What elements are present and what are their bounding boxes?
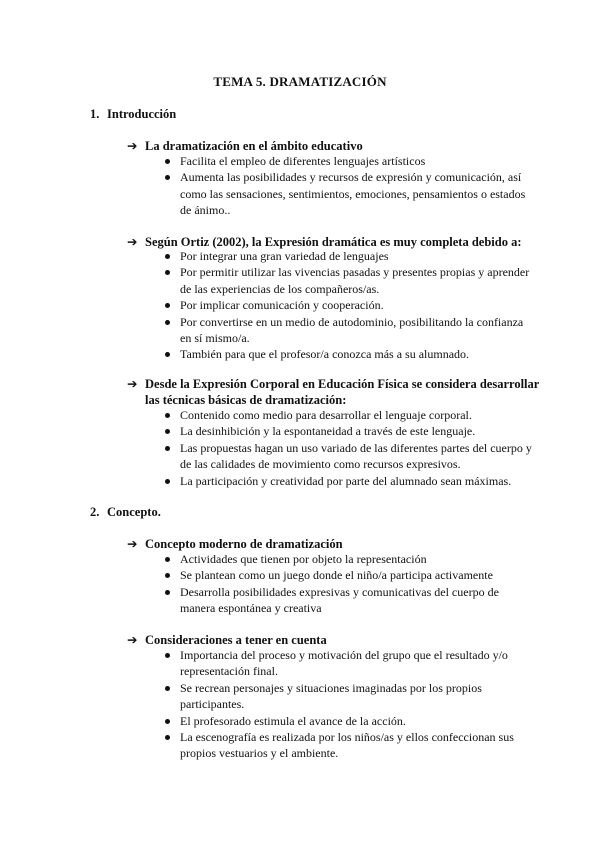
subsection-heading: [127, 632, 547, 648]
document-title: TEMA 5. DRAMATIZACIÓN: [213, 74, 387, 89]
section-number: 1.: [90, 107, 100, 121]
list-item: Por implicar comunicación y cooperación.: [163, 297, 533, 313]
subsection-title: Según Ortiz (2002), la Expresión dramática es muy completa debido a:: [145, 235, 522, 249]
bullet-list: [163, 551, 533, 617]
arrow-right-icon: ➔: [127, 537, 138, 551]
list-item: La escenografía es realizada por los niños/as y ellos confeccionan sus propios vestuarios y el ambiente.: [163, 729, 533, 762]
section-title: Concepto.: [107, 505, 161, 519]
list-item: Por permitir utilizar las vivencias pasadas y presentes propias y aprender de las experiencias de los compañeros/as.: [163, 264, 533, 297]
bullet-list: [163, 647, 533, 762]
section-number: 2.: [90, 505, 100, 519]
arrow-right-icon: ➔: [127, 235, 138, 249]
subsection-title: La dramatización en el ámbito educativo: [145, 139, 363, 153]
list-item: Importancia del proceso y motivación del grupo que el resultado y/o representación final.: [163, 647, 533, 680]
section-title: Introducción: [107, 107, 177, 121]
subsection-title: Concepto moderno de dramatización: [145, 537, 343, 551]
bullet-list: [163, 407, 533, 489]
arrow-right-icon: ➔: [127, 633, 138, 647]
subsection-heading: [127, 376, 547, 408]
subsection-title: Consideraciones a tener en cuenta: [145, 633, 327, 647]
list-item: La participación y creatividad por parte del alumnado sean máximas.: [163, 473, 533, 489]
list-item: El profesorado estimula el avance de la acción.: [163, 713, 533, 729]
arrow-right-icon: ➔: [127, 139, 138, 153]
subsection-heading: [127, 138, 547, 154]
list-item: Por integrar una gran variedad de lenguajes: [163, 248, 533, 264]
list-item: Aumenta las posibilidades y recursos de expresión y comunicación, así como las sensaciones, sentimientos, emociones, pensamientos o estados de ánimo..: [163, 169, 533, 218]
list-item: Actividades que tienen por objeto la representación: [163, 551, 533, 567]
list-item: Desarrolla posibilidades expresivas y comunicativas del cuerpo de manera espontánea y creativa: [163, 584, 533, 617]
list-item: Se recrean personajes y situaciones imaginadas por los propios participantes.: [163, 680, 533, 713]
list-item: Se plantean como un juego donde el niño/a participa activamente: [163, 567, 533, 583]
list-item: También para que el profesor/a conozca más a su alumnado.: [163, 346, 533, 362]
list-item: Contenido como medio para desarrollar el lenguaje corporal.: [163, 407, 533, 423]
subsection-title: Desde la Expresión Corporal en Educación Física se considera desarrollar las técnicas básicas de dramatización:: [145, 377, 540, 407]
list-item: La desinhibición y la espontaneidad a través de este lenguaje.: [163, 423, 533, 439]
list-item: Por convertirse en un medio de autodominio, posibilitando la confianza en sí mismo/a.: [163, 314, 533, 347]
list-item: Las propuestas hagan un uso variado de las diferentes partes del cuerpo y de las calidades de movimiento como recursos expresivos.: [163, 440, 533, 473]
section-heading-concepto: [90, 505, 161, 520]
section-heading-introduccion: [90, 107, 176, 122]
list-item: Facilita el empleo de diferentes lenguajes artísticos: [163, 153, 533, 169]
bullet-list: [163, 248, 533, 363]
bullet-list: [163, 153, 533, 219]
arrow-right-icon: ➔: [127, 377, 138, 391]
subsection-heading: [127, 536, 547, 552]
